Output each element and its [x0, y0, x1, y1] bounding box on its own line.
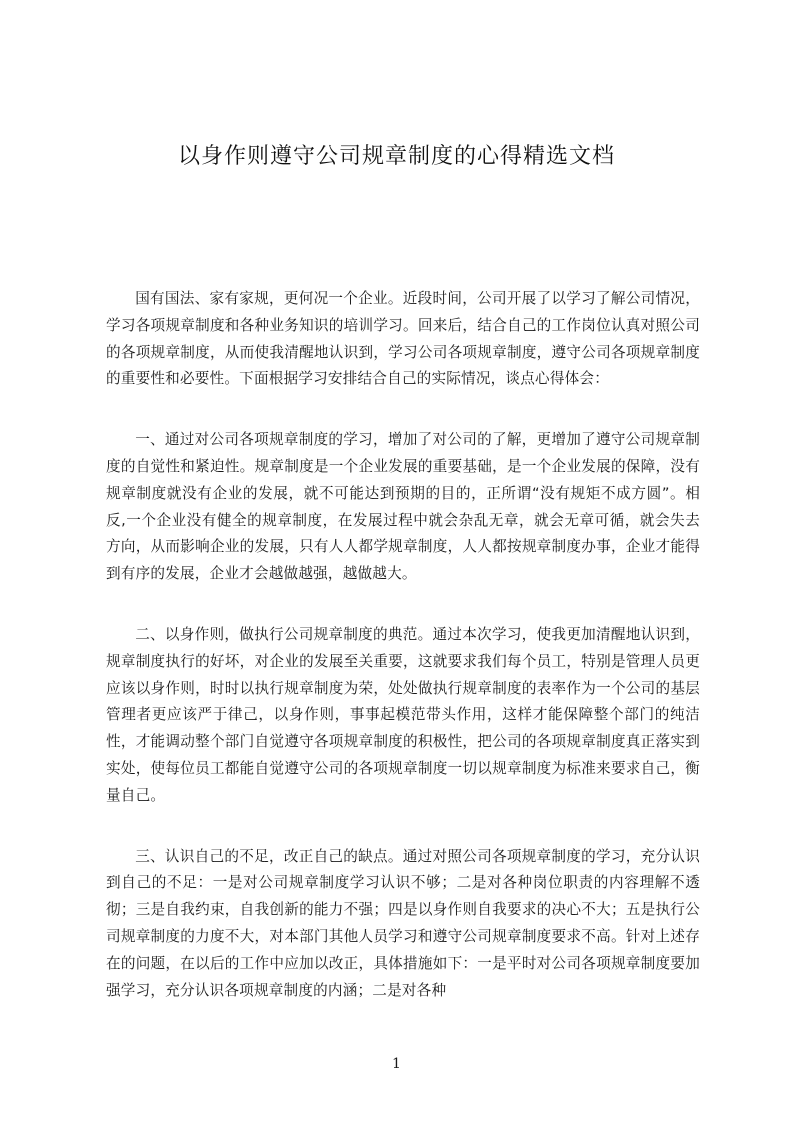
document-title: 以身作则遵守公司规章制度的心得精选文档 [177, 144, 615, 169]
section-one-paragraph: 一、通过对公司各项规章制度的学习，增加了对公司的了解，更增加了遵守公司规章制度的自觉性和紧迫性。规章制度是一个企业发展的重要基础，是一个企业发展的保障，没有规章制度就没有企业的发展，就不可能达到预期的目的，正所谓“没有规矩不成方圆”。相反,一个企业没有健全的规章制度，在发展过程中就会杂乱无章，就会无章可循，就会失去方向，从而影响企业的发展，只有人人都学规章制度，人人都按规章制度办事，企业才能得到有序的发展，企业才会越做越强，越做越大。 [106, 431, 700, 583]
section-three-paragraph: 三、认识自己的不足，改正自己的缺点。通过对照公司各项规章制度的学习，充分认识到自己的不足：一是对公司规章制度学习认识不够；二是对各种岗位职责的内容理解不透彻；三是自我约束，自我创新的能力不强；四是以身作则自我要求的决心不大；五是执行公司规章制度的力度不大，对本部门其他人员学习和遵守公司规章制度要求不高。针对上述存在的问题，在以后的工作中应加以改正，具体措施如下：一是平时对公司各项规章制度要加强学习，充分认识各项规章制度的内涵；二是对各种 [106, 847, 700, 999]
document-body [106, 286, 700, 1038]
intro-paragraph: 国有国法、家有家规，更何况一个企业。近段时间，公司开展了以学习了解公司情况，学习各项规章制度和各种业务知识的培训学习。回来后，结合自己的工作岗位认真对照公司的各项规章制度，从而使我清醒地认识到，学习公司各项规章制度，遵守公司各项规章制度的重要性和必要性。下面根据学习安排结合自己的实际情况，谈点心得体会： [106, 290, 700, 388]
section-two-paragraph: 二、以身作则，做执行公司规章制度的典范。通过本次学习，使我更加清醒地认识到，规章制度执行的好坏，对企业的发展至关重要，这就要求我们每个员工，特别是管理人员更应该以身作则，时时以执行规章制度为荣，处处做执行规章制度的表率作为一个公司的基层管理者更应该严于律己，以身作则，事事起模范带头作用，这样才能保障整个部门的纯洁性，才能调动整个部门自觉遵守各项规章制度的积极性，把公司的各项规章制度真正落实到实处，使每位员工都能自觉遵守公司的各项规章制度一切以规章制度为标准来要求自己，衡量自己。 [106, 625, 700, 804]
page-number: 1 [392, 1056, 401, 1072]
